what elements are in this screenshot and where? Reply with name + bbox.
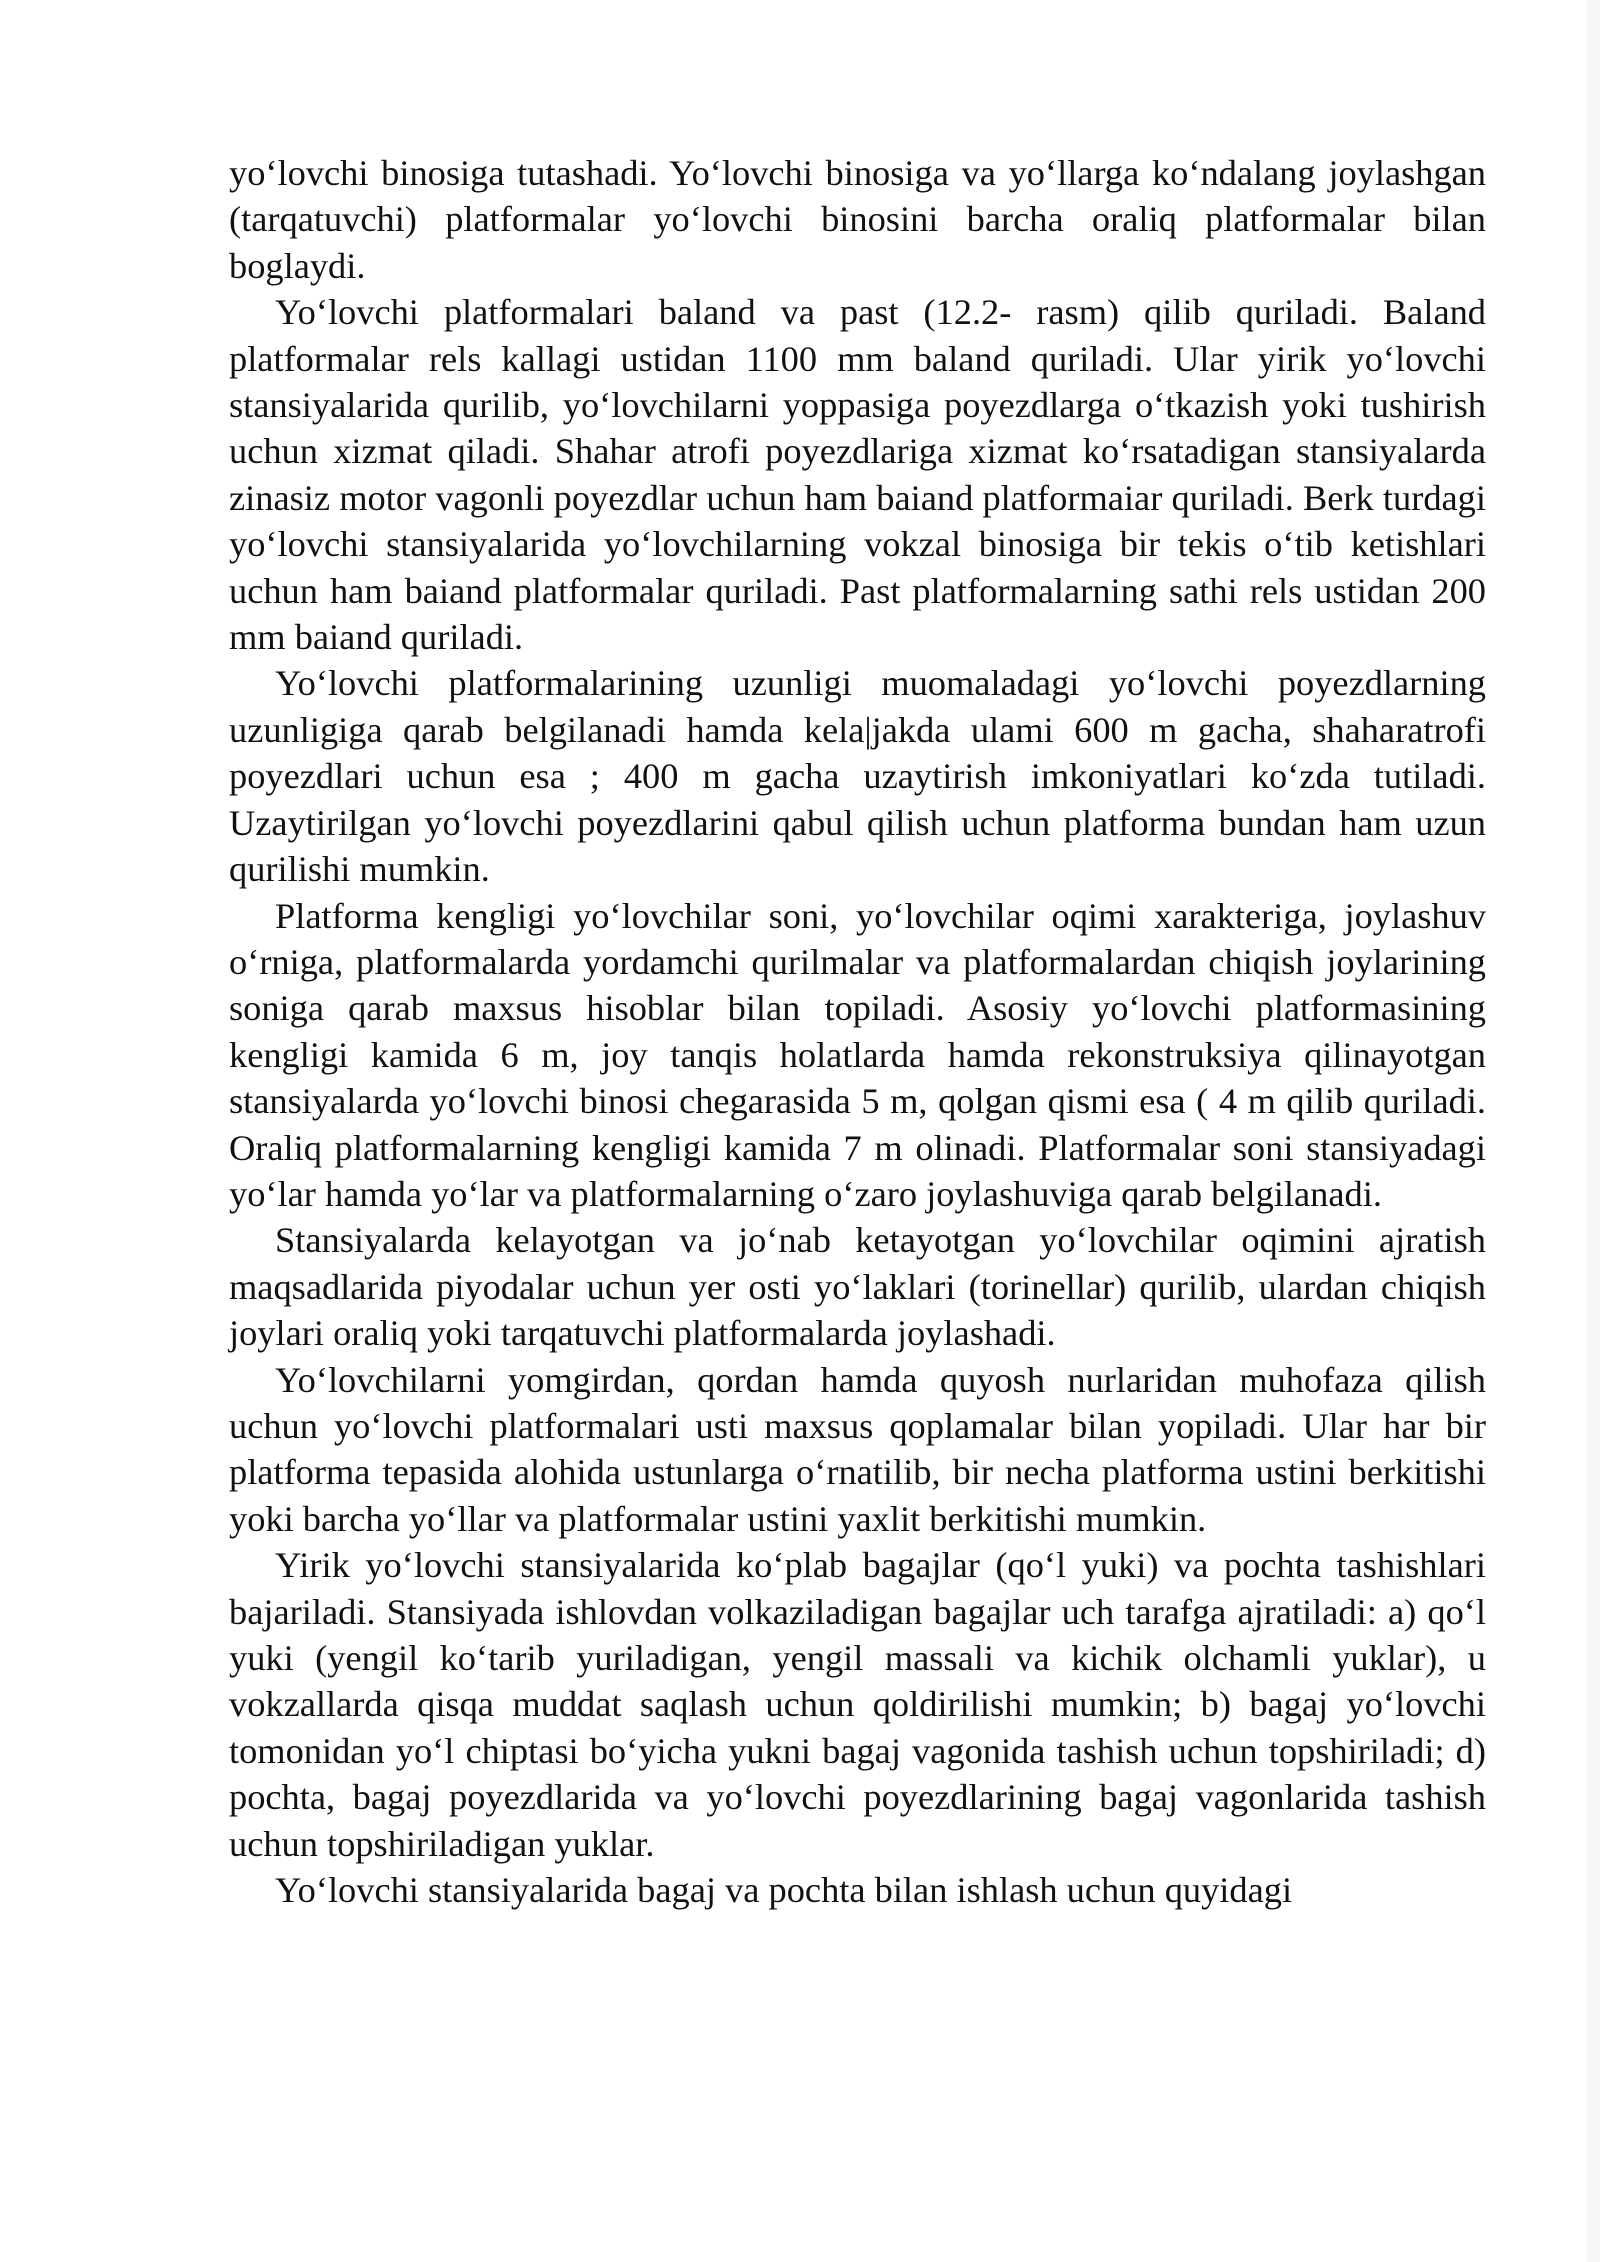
document-page: [229, 150, 1486, 1913]
page-edge-shade: [1586, 0, 1600, 2262]
paragraph-final-line: Yo‘lovchi stansiyalarida bagaj va pochta bilan ishlash uchun quyidagi: [275, 1870, 1293, 1911]
paragraph-platform-canopies: Yo‘lovchilarni yomgirdan, qordan hamda quyosh nurlaridan muhofaza qilish uchun yo‘lovchi platformalari usti maxsus qoplamalar bilan yopiladi. Ular har bir platforma tepasida alohida ustunlarga o‘rnatilib, bir necha platforma ustini berkitishi yoki barcha yo‘llar va platformalar ustini yaxlit berkitishi mumkin.: [229, 1359, 1486, 1539]
paragraph-underground-passages: Stansiyalarda kelayotgan va jo‘nab ketayotgan yo‘lovchilar oqimini ajratish maqsadlarida piyodalar uchun yer osti yo‘laklari (torinellar) qurilib, ulardan chiqish joylari oraliq yoki tarqatuvchi platformalarda joylashadi.: [229, 1220, 1486, 1354]
paragraph-platform-heights: Yo‘lovchi platformalari baland va past (12.2- rasm) qilib quriladi. Baland platformalar rels kallagi ustidan 1100 mm baland quriladi. Ular yirik yo‘lovchi stansiyalarida qurilib, yo‘lovchilarni yoppasiga poyezdlarga o‘tkazish yoki tushirish uchun xizmat qiladi. Shahar atrofi poyezdlariga xizmat ko‘rsatadigan stansiyalarda zinasiz motor vagonli poyezdlar uchun ham baiand platformaiar quriladi. Berk turdagi yo‘lovchi stansiyalarida yo‘lovchilarning vokzal binosiga bir tekis o‘tib ketishlari uchun ham baiand platformalar quriladi. Past platformalarning sathi rels ustidan 200 mm baiand quriladi.: [229, 292, 1486, 658]
paragraph-baggage-mail: Yirik yo‘lovchi stansiyalarida ko‘plab bagajlar (qo‘l yuki) va pochta tashishlari bajariladi. Stansiyada ishlovdan volkaziladigan bagajlar uch tarafga ajratiladi: a) qo‘l yuki (yengil ko‘tarib yuriladigan, yengil massali va kichik olchamli yuklar), u vokzallarda qisqa muddat saqlash uchun qoldirilishi mumkin; b) bagaj yo‘lovchi tomonidan yo‘l chiptasi bo‘yicha yukni bagaj vagonida tashish uchun topshiriladi; d) pochta, bagaj poyezdlarida va yo‘lovchi poyezdlarining bagaj vagonlarida tashish uchun topshiriladigan yuklar.: [229, 1545, 1486, 1864]
paragraph-platform-width: Platforma kengligi yo‘lovchilar soni, yo‘lovchilar oqimi xarakteriga, joylashuv o‘rniga, platformalarda yordamchi qurilmalar va platformalardan chiqish joylarining soniga qarab maxsus hisoblar bilan topiladi. Asosiy yo‘lovchi platformasining kengligi kamida 6 m, joy tanqis holatlarda hamda rekonstruksiya qilinayotgan stansiyalarda yo‘lovchi binosi chegarasida 5 m, qolgan qismi esa ( 4 m qilib quriladi. Oraliq platformalarning kengligi kamida 7 m olinadi. Platformalar soni stansiyadagi yo‘lar hamda yo‘lar va platformalarning o‘zaro joylashuviga qarab belgilanadi.: [229, 895, 1486, 1214]
paragraph-platform-length: Yo‘lovchi platformalarining uzunligi muomaladagi yo‘lovchi poyezdlarning uzunligiga qarab belgilanadi hamda kela|jakda ulami 600 m gacha, shaharatrofi poyezdlari uchun esa ; 400 m gacha uzaytirish imkoniyatlari ko‘zda tutiladi. Uzaytirilgan yo‘lovchi poyezdlarini qabul qilish uchun platforma bundan ham uzun qurilishi mumkin.: [229, 663, 1486, 890]
paragraph-continuation: yo‘lovchi binosiga tutashadi. Yo‘lovchi binosiga va yo‘llarga ko‘ndalang joylashgan (tarqatuvchi) platformalar yo‘lovchi binosini barcha oraliq platformalar bilan boglaydi.: [229, 153, 1486, 286]
